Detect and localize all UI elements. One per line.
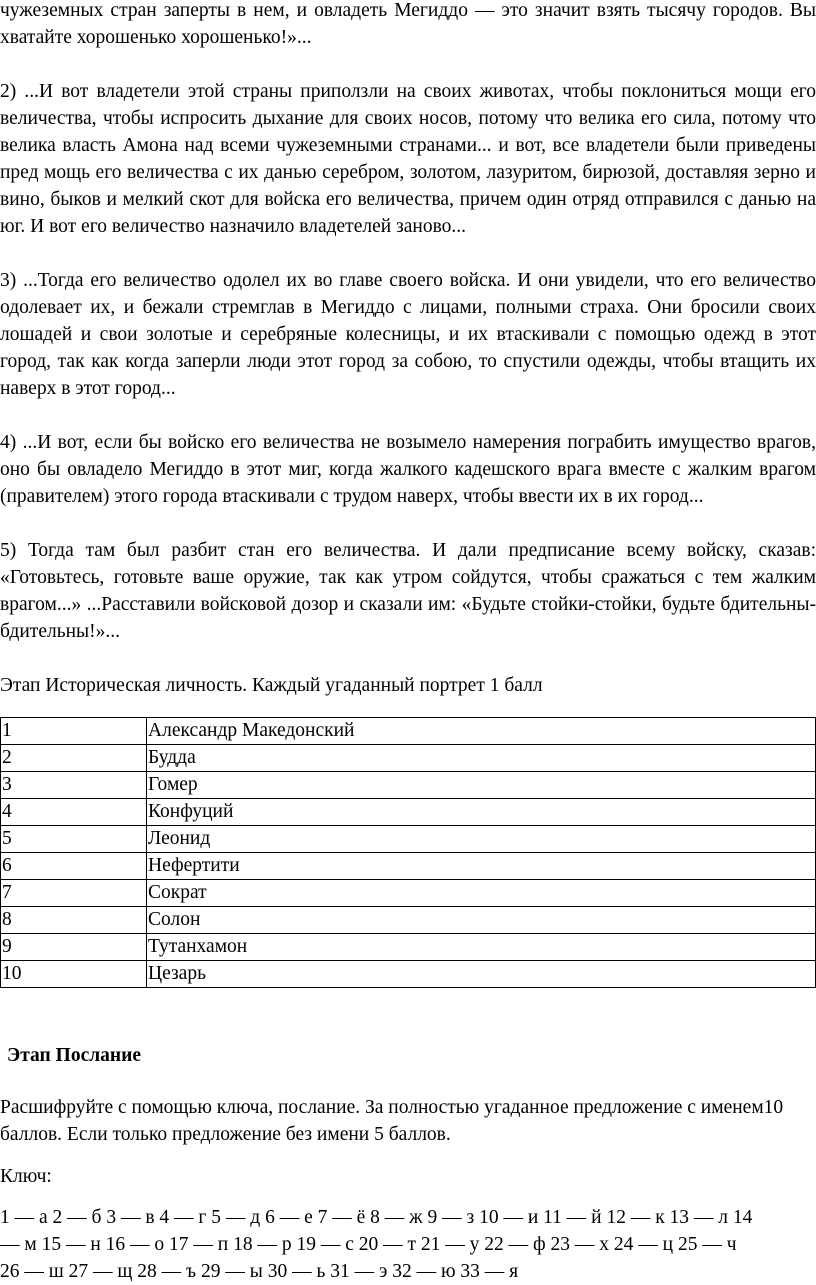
message-stage-instructions: Расшифруйте с помощью ключа, послание. За полностью угаданное предложение с именем10 баллов. Если только предложение без имени 5 баллов. [0,1097,784,1145]
table-row [1,772,816,799]
table-row [1,934,816,961]
intro-paragraph-tail: чужеземных стран заперты в нем, и овладеть Мегиддо — это значит взять тысячу городов. Вы хватайте хорошенько хорошенько!»... [0,0,816,48]
cipher-key-line: 1 — а 2 — б 3 — в 4 — г 5 — д 6 — е 7 — ё 8 — ж 9 — з 10 — и 11 — й 12 — к 13 — л 14 [0,1207,753,1228]
row-name: Конфуций [147,799,816,826]
row-number: 5 [1,826,147,853]
row-number: 3 [1,772,147,799]
row-name: Сократ [147,880,816,907]
row-number: 7 [1,880,147,907]
row-name: Тутанхамон [147,934,816,961]
row-name: Нефертити [147,853,816,880]
row-name: Солон [147,907,816,934]
table-row [1,907,816,934]
spacer [0,402,816,429]
table-row [1,799,816,826]
row-number: 8 [1,907,147,934]
spacer [0,510,816,537]
row-name: Будда [147,745,816,772]
row-number: 1 [1,718,147,745]
table-row [1,961,816,988]
spacer [0,1148,816,1163]
spacer [0,645,816,672]
paragraph-5: 5) Тогда там был разбит стан его величества. И дали предписание всему войску, сказав: «Готовьтесь, готовьте ваше оружие, так как утром сойдутся, чтобы сражаться с тем жалким врагом...» ...Расставили войсковой дозор и сказали им: «Будьте стойки-стойки, будьте бдительны-бдительны!»... [0,540,816,642]
portrait-stage-title: Этап Историческая личность. Каждый угаданный портрет 1 балл [0,675,543,696]
spacer [0,240,816,267]
cipher-key [0,1204,816,1285]
table-row [1,745,816,772]
row-name: Леонид [147,826,816,853]
cipher-key-line: 26 — ш 27 — щ 28 — ъ 29 — ы 30 — ь 31 — э 32 — ю 33 — я [0,1261,519,1282]
row-number: 2 [1,745,147,772]
message-stage-heading: Этап Послание [7,1045,142,1066]
table-row [1,853,816,880]
paragraph-3: 3) ...Тогда его величество одолел их во главе своего войска. И они увидели, что его величество одолевает их, и бежали стремглав в Мегиддо с лицами, полными страха. Они бросили своих лошадей и свои золотые и серебряные колесницы, и их втаскивали с помощью одежд в этот город, так как когда заперли люди этот город за собою, то спустили одежды, чтобы втащить их наверх в этот город... [0,270,816,399]
row-name: Цезарь [147,961,816,988]
row-number: 6 [1,853,147,880]
spacer [0,1190,816,1204]
spacer [0,988,816,1042]
paragraph-4: 4) ...И вот, если бы войско его величества не возымело намерения пограбить имущество врагов, оно бы овладело Мегиддо в этот миг, когда жалкого кадешского врага вместе с жалким врагом (правителем) этого города втаскивали с трудом наверх, чтобы ввести их в их город... [0,432,816,507]
spacer [0,51,816,78]
paragraph-2: 2) ...И вот владетели этой страны приползли на своих животах, чтобы поклониться мощи его величества, чтобы испросить дыхание для своих носов, потому что велика его сила, потому что велика власть Амона над всеми чужеземными странами... и вот, все владетели были приведены пред мощь его величества с их данью серебром, золотом, лазуритом, бирюзой, доставляя зерно и вино, быков и мелкий скот для войска его величества, причем один отряд отправился с данью на юг. И вот его величество назначило владетелей заново... [0,81,816,237]
spacer [0,1069,816,1094]
cipher-key-line: — м 15 — н 16 — о 17 — п 18 — р 19 — с 20 — т 21 — у 22 — ф 23 — х 24 — ц 25 — ч [0,1234,737,1255]
row-name: Александр Македонский [147,718,816,745]
table-row [1,826,816,853]
row-number: 10 [1,961,147,988]
row-name: Гомер [147,772,816,799]
key-label: Ключ: [0,1166,52,1187]
table-row [1,880,816,907]
row-number: 4 [1,799,147,826]
row-number: 9 [1,934,147,961]
table-row [1,718,816,745]
portrait-answers-table [0,717,816,988]
